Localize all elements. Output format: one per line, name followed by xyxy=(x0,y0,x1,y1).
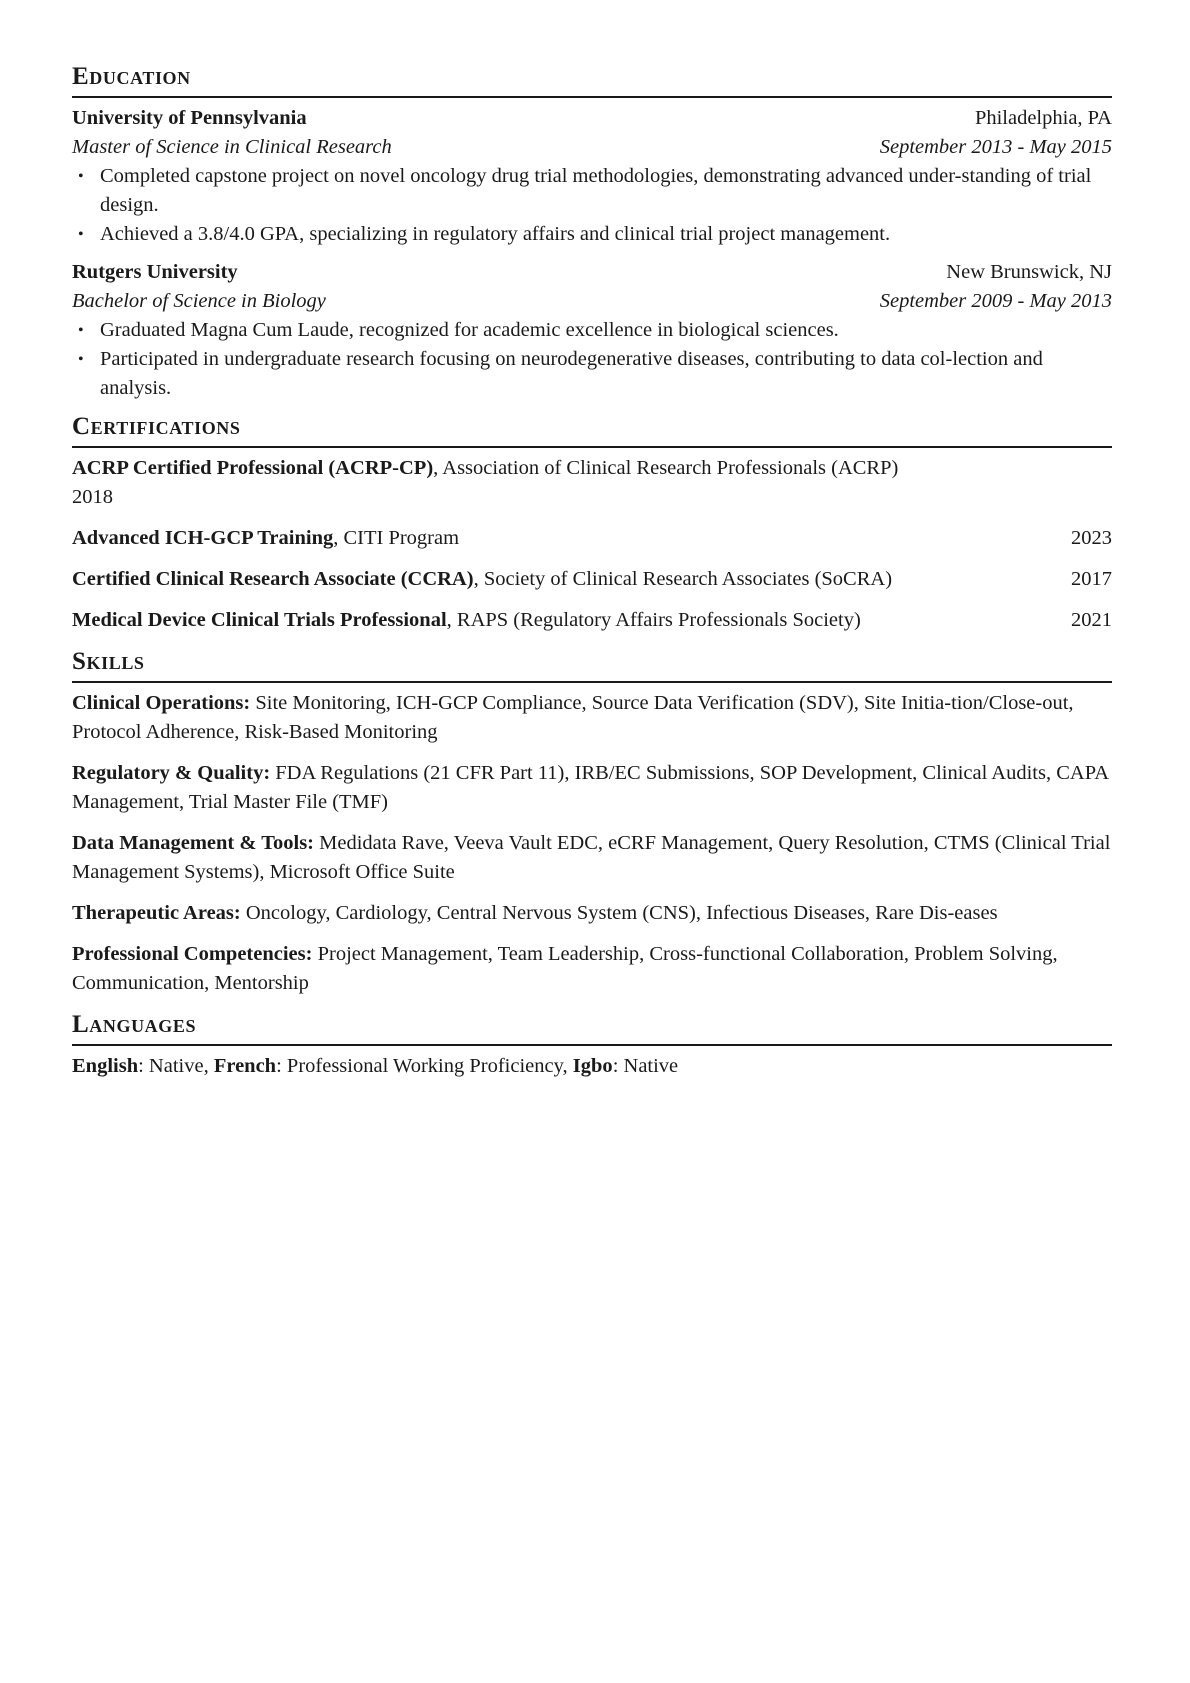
language-name: French xyxy=(213,1055,277,1077)
education-section xyxy=(72,62,1112,403)
languages-section xyxy=(72,1010,1112,1081)
bullet-item xyxy=(72,162,1112,220)
bullet-text: Completed capstone project on novel oncology drug trial methodologies, demonstrating advanced under-standing of trial design. xyxy=(100,165,1092,216)
date-range: September 2009 - May 2013 xyxy=(879,290,1112,312)
language-name: Igbo xyxy=(572,1055,613,1077)
skills-section xyxy=(72,647,1112,998)
degree: Bachelor of Science in Biology xyxy=(72,290,326,312)
skill-category xyxy=(72,689,1112,747)
institution-name: University of Pennsylvania xyxy=(72,107,307,129)
certification-item xyxy=(72,454,1112,512)
certification-issuer: , RAPS (Regulatory Affairs Professionals Society) xyxy=(446,609,861,631)
date-range: September 2013 - May 2015 xyxy=(879,136,1112,158)
institution-name: Rutgers University xyxy=(72,261,238,283)
certification-name: Advanced ICH-GCP Training xyxy=(72,527,334,549)
language-name: English xyxy=(72,1055,139,1077)
section-heading-languages: Languages xyxy=(72,1011,197,1038)
language-level: : Professional Working Proficiency xyxy=(276,1055,563,1077)
certification-name: ACRP Certified Professional (ACRP-CP) xyxy=(72,457,434,479)
skill-category-label: Data Management & Tools: xyxy=(72,832,315,854)
skill-category-value: Oncology, Cardiology, Central Nervous System (CNS), Infectious Diseases, Rare Dis-eases xyxy=(240,902,998,924)
certification-issuer: , Association of Clinical Research Professionals (ACRP) xyxy=(433,457,899,479)
bullet-text: Participated in undergraduate research focusing on neurodegenerative diseases, contributing to data col-lection and analysis. xyxy=(100,348,1043,399)
certification-year: 2021 xyxy=(1071,609,1112,631)
bullet-list xyxy=(72,162,1112,249)
bullet-icon: • xyxy=(78,168,84,185)
bullet-icon: • xyxy=(78,226,84,243)
bullet-icon: • xyxy=(78,322,84,339)
bullet-icon: • xyxy=(78,351,84,368)
section-divider xyxy=(72,1044,1112,1046)
bullet-text: Graduated Magna Cum Laude, recognized for academic excellence in biological sciences. xyxy=(100,319,839,341)
bullet-list xyxy=(72,316,1112,403)
skill-category-value: FDA Regulations (21 CFR Part 11), IRB/EC Submissions, SOP Development, Clinical Audits, CAPA Management, Trial Master File (TMF) xyxy=(72,762,1108,813)
skill-category xyxy=(72,829,1112,887)
certifications-section xyxy=(72,412,1112,635)
skill-category xyxy=(72,940,1112,998)
certification-name: Medical Device Clinical Trials Professional xyxy=(72,609,447,631)
language-separator: , xyxy=(203,1055,214,1077)
certification-year: 2017 xyxy=(1071,568,1112,590)
certification-item xyxy=(72,524,1112,553)
skill-category-label: Regulatory & Quality: xyxy=(72,762,271,784)
skill-category-value: Medidata Rave, Veeva Vault EDC, eCRF Management, Query Resolution, CTMS (Clinical Trial Management Systems), Microsoft Office Suite xyxy=(72,832,1111,883)
section-divider xyxy=(72,446,1112,448)
certification-year: 2018 xyxy=(72,486,113,508)
language-separator: , xyxy=(562,1055,573,1077)
skill-category xyxy=(72,899,1112,928)
resume-page xyxy=(72,62,1112,1081)
languages-list xyxy=(72,1052,1112,1081)
skill-category xyxy=(72,759,1112,817)
institution-location: Philadelphia, PA xyxy=(974,107,1112,129)
bullet-item xyxy=(72,220,1112,249)
certification-item xyxy=(72,606,1112,635)
bullet-text: Achieved a 3.8/4.0 GPA, specializing in regulatory affairs and clinical trial project management. xyxy=(100,223,891,245)
degree: Master of Science in Clinical Research xyxy=(72,136,392,158)
section-divider xyxy=(72,96,1112,98)
skill-category-label: Therapeutic Areas: xyxy=(72,902,241,924)
language-level: : Native xyxy=(138,1055,204,1077)
section-heading-education: Education xyxy=(72,63,191,90)
section-heading-certifications: Certifications xyxy=(72,413,241,440)
bullet-item xyxy=(72,316,1112,345)
skill-category-value: Site Monitoring, ICH-GCP Compliance, Source Data Verification (SDV), Site Initia-tion/Close-out, Protocol Adherence, Risk-Based Monitoring xyxy=(72,692,1074,743)
institution-location: New Brunswick, NJ xyxy=(946,261,1112,283)
certification-item xyxy=(72,565,1112,594)
skill-category-label: Professional Competencies: xyxy=(72,943,313,965)
language-level: : Native xyxy=(612,1055,679,1077)
section-divider xyxy=(72,681,1112,683)
certification-issuer: , Society of Clinical Research Associates (SoCRA) xyxy=(473,568,893,590)
skill-category-label: Clinical Operations: xyxy=(72,692,251,714)
education-entry xyxy=(72,104,1112,249)
skill-category-value: Project Management, Team Leadership, Cross-functional Collaboration, Problem Solving, Communication, Mentorship xyxy=(72,943,1058,994)
education-entry xyxy=(72,258,1112,403)
certification-issuer: , CITI Program xyxy=(333,527,460,549)
section-heading-skills: Skills xyxy=(72,648,145,675)
certification-year: 2023 xyxy=(1071,527,1112,549)
certification-name: Certified Clinical Research Associate (CCRA) xyxy=(72,568,474,590)
bullet-item xyxy=(72,345,1112,403)
